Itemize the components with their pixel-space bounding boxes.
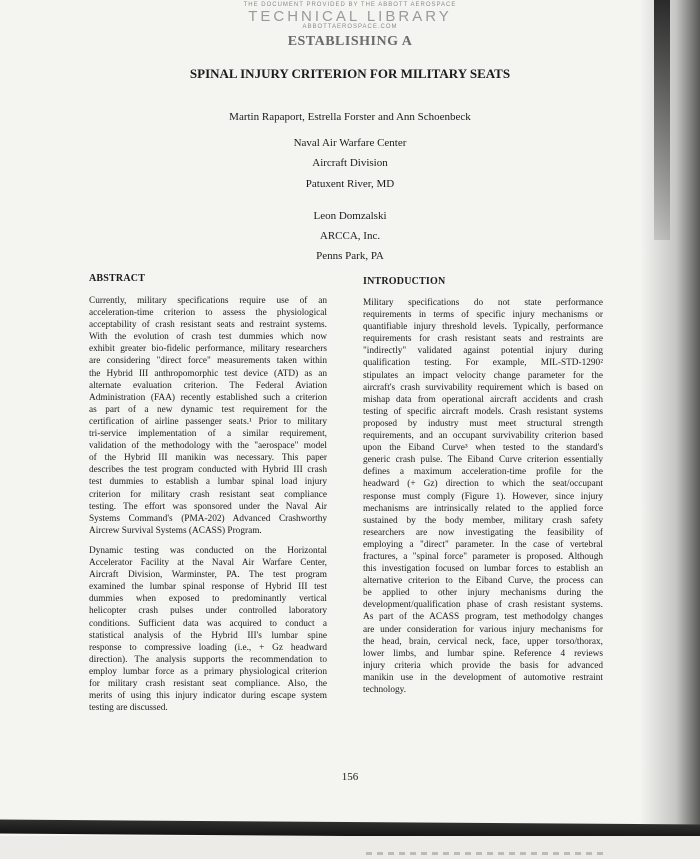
text-line: headward (+ Gz) direction to which the seat/occupant: [363, 479, 603, 490]
text-line: With the evolution of crash test dummies which now: [89, 332, 327, 343]
text-line: development/qualification phase of crash resistant systems.: [363, 600, 603, 611]
watermark-provided-by: THE DOCUMENT PROVIDED BY THE ABBOTT AEROSPACE: [243, 2, 457, 8]
text-line: qualification testing. For example, MIL-STD-1290²: [363, 358, 603, 369]
text-line: response to compressive loading (i.e., + Gz headward: [89, 642, 327, 653]
text-line: generic crash pulse. The Eiband Curve criterion essentially: [363, 455, 603, 466]
text-line: tri-service implementation of a similar requirement,: [89, 429, 327, 440]
text-line: sustained by the body member, military crash safety: [363, 515, 603, 526]
text-line: quantifiable injury threshold levels. Typically, performance: [363, 322, 603, 333]
text-line: acceptability of crash resistant seats and restraint systems.: [89, 320, 327, 331]
text-line: Systems Command's (PMA-202) Advanced Crashworthy: [89, 513, 327, 524]
watermark-url: ABBOTTAEROSPACE.COM: [302, 24, 398, 30]
affiliation1-line: Naval Air Warfare Center: [293, 137, 407, 149]
affiliation1-line: Patuxent River, MD: [305, 178, 395, 190]
text-line: exhibit greater bio-fidelic performance, military researchers: [89, 344, 327, 355]
text-line: injury criteria which provide the basis for advanced: [363, 660, 603, 671]
text-line: technology.: [363, 685, 407, 695]
text-line: researchers are now investigating the feasibility of: [363, 527, 603, 538]
affiliation2-line: Penns Park, PA: [316, 250, 384, 262]
text-line: conditions. Sufficient data was acquired to conduct a: [89, 618, 327, 629]
author2: Leon Domzalski: [313, 210, 387, 222]
text-line: upon the Eiband Curve³ when tested to the standard's: [363, 443, 603, 454]
abstract-paragraph-1: [89, 295, 327, 537]
text-line: Administration (FAA) recently established such a criterion: [89, 392, 327, 403]
scan-smudge: [366, 852, 606, 855]
text-line: "indirectly" validated against potential injury during: [363, 346, 603, 357]
text-line: alternate evaluation criterion. The Federal Aviation: [89, 380, 327, 391]
text-line: Military specifications do not state performance: [363, 298, 603, 308]
text-line: examined the lumbar spinal response of Hybrid III test: [89, 582, 327, 593]
text-line: manikin use in the development of automotive restraint: [363, 672, 603, 683]
text-line: defines a maximum acceleration-time profile for the: [363, 467, 603, 478]
text-line: employ lumbar force as a primary physiological criterion: [89, 666, 327, 677]
text-line: Dynamic testing was conducted on the Horizontal: [89, 546, 327, 556]
text-line: response must comply (Figure 1). However, since injury: [363, 491, 603, 502]
text-line: the head, brain, cervical neck, face, upper torso/thorax,: [363, 636, 603, 647]
text-line: merits of using this injury indicator during escape system: [89, 691, 327, 702]
text-line: testing of specific aircraft models. Crash resistant systems: [363, 406, 603, 417]
abstract-paragraph-2: [89, 545, 327, 714]
text-line: Currently, military specifications require use of an: [89, 296, 327, 306]
watermark-title: TECHNICAL LIBRARY: [248, 8, 452, 25]
text-line: are considering "direct force" measurements taken within: [89, 356, 327, 367]
text-line: as part of a new dynamic test requirement for the: [89, 404, 327, 415]
text-line: proposed by industry must meet structural strength: [363, 418, 603, 429]
paper-title: SPINAL INJURY CRITERION FOR MILITARY SEATS: [189, 66, 511, 81]
text-line: requirements, and an occupant survivability criterion based: [363, 431, 603, 442]
text-line: mishap data from operational aircraft accidents and crash: [363, 394, 603, 405]
text-line: direction). The analysis supports the recommendation to: [89, 654, 327, 665]
text-line: Aircrew Survival Systems (ACASS) Program.: [89, 525, 262, 536]
text-line: As part of the ACASS program, test methodolgy changes: [363, 612, 603, 623]
text-line: lower limbs, and lumbar spine. Reference 4 reviews: [363, 648, 603, 659]
text-line: test dummies to establish a lumbar spinal load injury: [89, 477, 327, 488]
text-line: testing. The effort was sponsored under the Naval Air: [89, 501, 327, 512]
authors: Martin Rapaport, Estrella Forster and Ann Schoenbeck: [229, 111, 471, 123]
text-line: Accelerator Facility at the Naval Air Warfare Center,: [89, 558, 327, 569]
text-line: mechanisms are intrinsically related to the applied force: [363, 503, 603, 514]
running-head: ESTABLISHING A: [287, 34, 413, 49]
text-line: Aircraft Division, Warminster, PA. The test program: [89, 570, 327, 581]
introduction-paragraph: [363, 297, 603, 696]
text-line: for military crash resistant seat compliance. Also, the: [89, 679, 327, 690]
text-line: dummies when exposed to predominantly vertical: [89, 594, 327, 605]
scan-bottom-margin: [0, 836, 700, 859]
affiliation2-line: ARCCA, Inc.: [319, 230, 381, 242]
text-line: this investigation focused on lumbar forces to establish an: [363, 564, 603, 575]
text-line: acceleration-time criterion to assess the physiological: [89, 308, 327, 319]
text-line: aircraft's crash survivability requirement which is based on: [363, 382, 603, 393]
text-line: describes the test program conducted with Hybrid III crash: [89, 465, 327, 476]
abstract-heading: ABSTRACT: [89, 273, 146, 284]
scan-shadow-edge: [640, 0, 700, 859]
text-line: criterion for military crash resistant seat compliance: [89, 489, 327, 500]
text-line: employing a "direct" parameter. In the case of vertebral: [363, 539, 603, 550]
affiliation1-line: Aircraft Division: [312, 157, 388, 169]
text-line: fractures, a "spinal force" parameter is proposed. Although: [363, 551, 603, 562]
text-line: testing are discussed.: [89, 703, 168, 714]
text-line: statistical analysis of the Hybrid III's lumbar spine: [89, 630, 327, 641]
text-line: be applied to other injury mechanisms during the: [363, 588, 603, 599]
text-line: stipulates an impact velocity change parameter for the: [363, 370, 603, 381]
text-line: of the Hybrid III manikin was necessary. This paper: [89, 453, 327, 464]
introduction-heading: INTRODUCTION: [363, 276, 446, 287]
text-line: requirements in terms of specific injury mechanisms or: [363, 310, 603, 321]
text-line: validation of the methodology with the "aerospace" model: [89, 441, 327, 452]
text-line: alternative criterion to the Eiband Curve, the process can: [363, 576, 603, 587]
text-line: are under consideration for various injury mechanisms for: [363, 624, 603, 635]
text-line: requirements for crash resistant seats and restraints are: [363, 334, 603, 345]
text-line: the Hybrid III anthropomorphic test device (ATD) as an: [89, 368, 327, 379]
text-line: certification of airline passenger seats.¹ Prior to military: [89, 416, 327, 427]
text-line: helicopter crash pulses under controlled laboratory: [89, 606, 327, 617]
page-number: 156: [341, 771, 359, 783]
